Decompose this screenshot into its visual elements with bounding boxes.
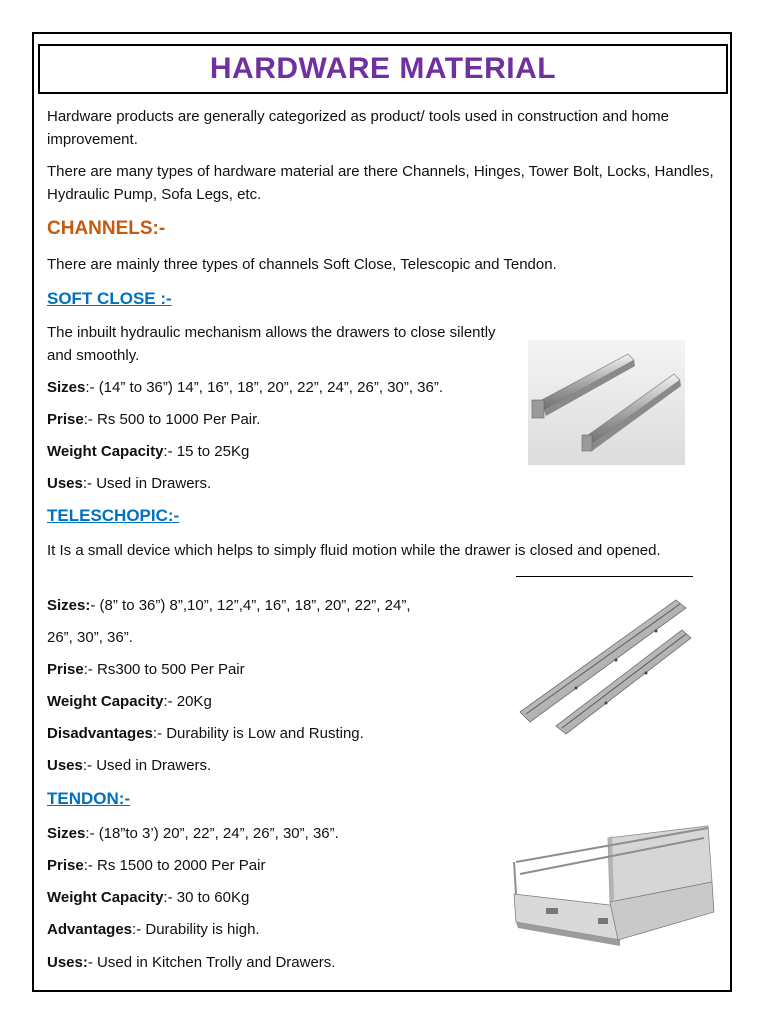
soft-close-sizes-value: :- (14” to 36”) 14”, 16”, 18”, 20”, 22”, 24”, 26”, 30”, 36”.: [85, 379, 444, 396]
tendon-price-value: :- Rs 1500 to 2000 Per Pair: [83, 857, 266, 874]
telescopic-sizes-line-2: 26”, 30”, 36”.: [47, 629, 133, 646]
tendon-weight-label: Weight Capacity: [47, 889, 164, 906]
soft-close-heading: SOFT CLOSE :-: [47, 289, 172, 308]
telescopic-disadvantages-value: :- Durability is Low and Rusting.: [152, 725, 364, 742]
telescopic-weight-label: Weight Capacity: [47, 693, 164, 710]
channels-intro: There are mainly three types of channels Soft Close, Telescopic and Tendon.: [47, 256, 557, 273]
soft-close-sizes: [47, 376, 443, 399]
telescopic-weight: [47, 690, 212, 713]
tendon-price-label: Prise: [47, 857, 84, 874]
tendon-advantages: [47, 918, 260, 941]
telescopic-price-label: Prise: [47, 661, 84, 678]
telescopic-disadvantages-label: Disadvantages: [47, 725, 153, 742]
telescopic-uses-value: :- Used in Drawers.: [82, 757, 212, 774]
divider-line: [516, 576, 693, 577]
tendon-sizes: [47, 822, 339, 845]
soft-close-sizes-label: Sizes: [47, 379, 86, 396]
soft-close-price: [47, 408, 260, 431]
telescopic-disadvantages: [47, 722, 364, 745]
intro-paragraph-2: There are many types of hardware material are there Channels, Hinges, Tower Bolt, Locks, Handles, Hydraulic Pump, Sofa Legs, etc.: [47, 163, 714, 203]
telescopic-heading: TELESCHOPIC:-: [47, 506, 180, 525]
tendon-drawer-system-photo: [508, 822, 720, 952]
channels-heading: CHANNELS:-: [47, 218, 166, 239]
tendon-sizes-label: Sizes: [47, 825, 86, 842]
soft-close-uses: [47, 472, 211, 495]
telescopic-price-value: :- Rs300 to 500 Per Pair: [83, 661, 245, 678]
tendon-heading: TENDON:-: [47, 789, 131, 808]
tendon-weight-value: :- 30 to 60Kg: [163, 889, 250, 906]
soft-close-price-label: Prise: [47, 411, 84, 428]
soft-close-description: The inbuilt hydraulic mechanism allows the drawers to close silently and smoothly.: [47, 324, 496, 364]
soft-close-weight: [47, 440, 249, 463]
tendon-uses-value: - Used in Kitchen Trolly and Drawers.: [87, 954, 336, 971]
telescopic-channel-photo: [516, 582, 693, 740]
telescopic-sizes-value: - (8” to 36”) 8”,10”, 12”,4”, 16”, 18”, 20”, 22”, 24”,: [90, 597, 411, 614]
tendon-advantages-value: :- Durability is high.: [132, 921, 260, 938]
title-box: [38, 44, 728, 94]
telescopic-description: It Is a small device which helps to simply fluid motion while the drawer is closed and opened.: [47, 542, 661, 559]
tendon-weight: [47, 886, 249, 909]
soft-close-uses-value: :- Used in Drawers.: [82, 475, 212, 492]
intro-paragraph-1: Hardware products are generally categorized as product/ tools used in construction and home improvement.: [47, 108, 670, 148]
telescopic-weight-value: :- 20Kg: [163, 693, 212, 710]
tendon-sizes-value: :- (18”to 3’) 20”, 22”, 24”, 26”, 30”, 36”.: [85, 825, 339, 842]
tendon-uses: [47, 951, 335, 974]
soft-close-weight-label: Weight Capacity: [47, 443, 164, 460]
telescopic-uses: [47, 754, 211, 777]
soft-close-price-value: :- Rs 500 to 1000 Per Pair.: [83, 411, 261, 428]
telescopic-sizes-label: Sizes:: [47, 597, 91, 614]
tendon-advantages-label: Advantages: [47, 921, 133, 938]
soft-close-channel-photo: [528, 340, 685, 465]
soft-close-uses-label: Uses: [47, 475, 83, 492]
telescopic-price: [47, 658, 245, 681]
tendon-price: [47, 854, 265, 877]
telescopic-sizes-line-1: [47, 594, 411, 617]
page-title: HARDWARE MATERIAL: [209, 52, 557, 85]
telescopic-uses-label: Uses: [47, 757, 83, 774]
soft-close-weight-value: :- 15 to 25Kg: [163, 443, 250, 460]
tendon-uses-label: Uses:: [47, 954, 88, 971]
